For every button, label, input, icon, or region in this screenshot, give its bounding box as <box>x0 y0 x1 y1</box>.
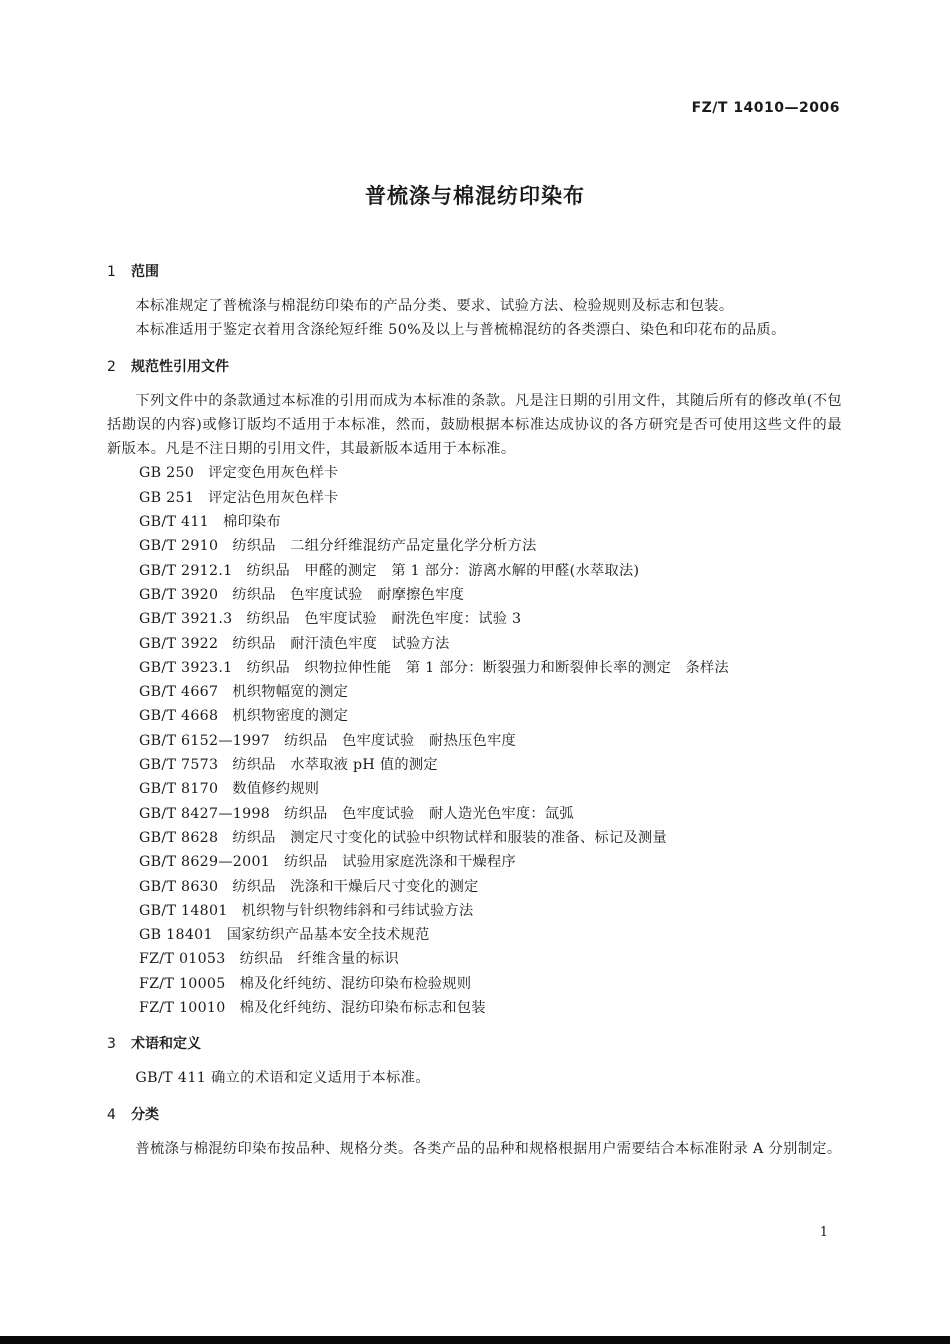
reference-item <box>107 461 842 485</box>
reference-title: 机织物密度的测定 <box>232 708 349 725</box>
scope-paragraph-1: 本标准规定了普梳涤与棉混纺印染布的产品分类、要求、试验方法、检验规则及标志和包装。 <box>135 298 734 314</box>
reference-item <box>107 607 842 631</box>
reference-code: GB/T 8630 <box>139 878 219 895</box>
reference-title: 机织物与针织物纬斜和弓纬试验方法 <box>241 902 474 919</box>
reference-code: GB/T 4668 <box>139 708 219 725</box>
reference-code: GB/T 411 <box>139 514 209 531</box>
section-title: 术语和定义 <box>131 1036 201 1053</box>
reference-title: 纺织品 测定尺寸变化的试验中织物试样和服装的准备、标记及测量 <box>232 829 667 846</box>
reference-title: 纺织品 洗涤和干燥后尺寸变化的测定 <box>232 878 479 895</box>
reference-item <box>107 875 842 899</box>
reference-item <box>107 704 842 728</box>
reference-code: GB 251 <box>139 489 195 506</box>
reference-code: GB/T 3923.1 <box>139 659 233 676</box>
reference-item <box>107 680 842 704</box>
reference-title: 纺织品 色牢度试验 耐人造光色牢度：氙弧 <box>284 805 574 822</box>
reference-title: 纺织品 耐汗渍色牢度 试验方法 <box>232 635 450 652</box>
reference-title: 棉及化纤纯纺、混纺印染布标志和包装 <box>239 1000 486 1017</box>
reference-code: GB/T 6152—1997 <box>139 732 271 749</box>
reference-item <box>107 777 842 801</box>
section-3-heading <box>107 1032 842 1056</box>
section-number: 4 <box>107 1106 116 1123</box>
reference-item <box>107 850 842 874</box>
scope-paragraph-2: 本标准适用于鉴定衣着用含涤纶短纤维 50%及以上与普梳棉混纺的各类漂白、染色和印花布的品质。 <box>135 322 786 339</box>
section-title: 范围 <box>131 264 159 280</box>
reference-code: GB/T 4667 <box>139 684 219 701</box>
reference-item <box>107 802 842 826</box>
reference-title: 纺织品 甲醛的测定 第 1 部分：游离水解的甲醛(水萃取法) <box>246 562 640 579</box>
section-number: 1 <box>107 264 116 280</box>
page-footer-bar <box>0 1336 950 1344</box>
reference-item <box>107 899 842 923</box>
reference-item <box>107 486 842 510</box>
section-2-heading <box>107 355 842 379</box>
reference-title: 纺织品 织物拉伸性能 第 1 部分：断裂强力和断裂伸长率的测定 条样法 <box>246 659 730 676</box>
reference-item <box>107 534 842 558</box>
reference-item <box>107 632 842 656</box>
reference-item <box>107 996 842 1020</box>
reference-title: 棉印染布 <box>223 514 281 531</box>
reference-item <box>107 729 842 753</box>
reference-item <box>107 656 842 680</box>
page-number: 1 <box>819 1225 828 1240</box>
section-title: 规范性引用文件 <box>131 358 229 375</box>
reference-code: GB/T 3922 <box>139 635 219 652</box>
section-number: 2 <box>107 358 116 375</box>
reference-item <box>107 510 842 534</box>
reference-title: 评定变色用灰色样卡 <box>208 465 339 482</box>
reference-item <box>107 947 842 971</box>
reference-title: 国家纺织产品基本安全技术规范 <box>226 927 430 944</box>
reference-code: GB/T 7573 <box>139 757 219 774</box>
reference-code: FZ/T 10010 <box>139 1000 226 1017</box>
reference-code: GB/T 8170 <box>139 781 219 798</box>
reference-code: GB/T 3920 <box>139 586 219 603</box>
reference-code: GB 18401 <box>139 927 213 944</box>
reference-code: FZ/T 10005 <box>139 975 226 992</box>
document-title: 普梳涤与棉混纺印染布 <box>365 184 585 208</box>
reference-item <box>107 972 842 996</box>
reference-title: 棉及化纤纯纺、混纺印染布检验规则 <box>239 975 472 992</box>
reference-title: 纺织品 二组分纤维混纺产品定量化学分析方法 <box>232 538 537 555</box>
reference-item <box>107 923 842 947</box>
document-body <box>107 260 842 1161</box>
reference-title: 纺织品 试验用家庭洗涤和干燥程序 <box>284 854 516 871</box>
reference-title: 纺织品 色牢度试验 耐热压色牢度 <box>284 732 516 749</box>
reference-title: 纺织品 色牢度试验 耐摩擦色牢度 <box>232 586 465 603</box>
reference-item <box>107 559 842 583</box>
terms-paragraph: GB/T 411 确立的术语和定义适用于本标准。 <box>135 1070 430 1087</box>
reference-code: GB 250 <box>139 465 195 482</box>
reference-code: FZ/T 01053 <box>139 951 226 968</box>
section-title: 分类 <box>131 1106 159 1123</box>
section-4-heading <box>107 1103 842 1127</box>
reference-title: 数值修约规则 <box>232 781 320 798</box>
reference-item <box>107 583 842 607</box>
reference-title: 纺织品 色牢度试验 耐洗色牢度：试验 3 <box>246 611 522 628</box>
reference-code: GB/T 8629—2001 <box>139 854 271 871</box>
reference-title: 纺织品 水萃取液 pH 值的测定 <box>232 757 438 774</box>
reference-item <box>107 753 842 777</box>
standard-code: FZ/T 14010—2006 <box>691 100 840 116</box>
reference-title: 机织物幅宽的测定 <box>232 684 349 701</box>
reference-item <box>107 826 842 850</box>
reference-title: 评定沾色用灰色样卡 <box>208 489 339 506</box>
section-1-heading <box>107 260 842 284</box>
reference-code: GB/T 14801 <box>139 902 228 919</box>
classification-paragraph: 普梳涤与棉混纺印染布按品种、规格分类。各类产品的品种和规格根据用户需要结合本标准附录 A 分别制定。 <box>135 1140 842 1157</box>
reference-title: 纺织品 纤维含量的标识 <box>239 951 399 968</box>
reference-code: GB/T 8427—1998 <box>139 805 271 822</box>
reference-code: GB/T 8628 <box>139 829 219 846</box>
reference-list <box>107 461 842 1020</box>
reference-code: GB/T 3921.3 <box>139 611 233 628</box>
reference-code: GB/T 2912.1 <box>139 562 233 579</box>
section-number: 3 <box>107 1036 116 1053</box>
references-paragraph: 下列文件中的条款通过本标准的引用而成为本标准的条款。凡是注日期的引用文件，其随后所有的修改单(不包括勘误的内容)或修订版均不适用于本标准，然而，鼓励根据本标准达成协议的各方研究是否可使用这些文件的最新版本。凡是不注日期的引用文件，其最新版本适用于本标准。 <box>107 392 842 458</box>
reference-code: GB/T 2910 <box>139 538 219 555</box>
